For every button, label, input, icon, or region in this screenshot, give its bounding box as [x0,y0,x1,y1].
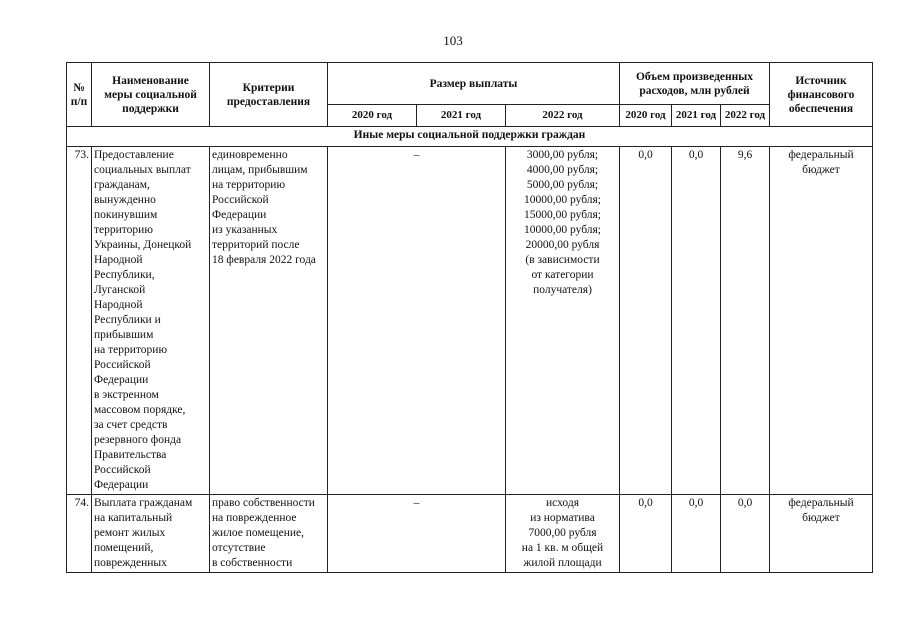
row-volume-2020: 0,0 [620,495,672,573]
header-criteria: Критерии предоставления [210,63,328,127]
row-volume-2020: 0,0 [620,147,672,495]
header-payment: Размер выплаты [328,63,620,105]
row-volume-2022: 9,6 [721,147,770,495]
row-volume-2021: 0,0 [672,147,721,495]
header-year: 2021 год [672,105,721,127]
header-year: 2022 год [506,105,620,127]
page-number: 103 [443,33,463,48]
row-payment-2022: исходя из норматива 7000,00 рубля на 1 кв. м общей жилой площади [506,495,620,573]
row-payment-2020-2021: – [328,147,506,495]
row-volume-2022: 0,0 [721,495,770,573]
header-year: 2020 год [620,105,672,127]
row-source: федеральный бюджет [770,147,873,495]
header-year: 2022 год [721,105,770,127]
row-name: Предоставление социальных выплат гражданам, вынужденно покинувшим территорию Украины, Донецкой Народной Республики, Луганской Народной Республики и прибывшим на территорию Российской Федерации в экстренном массовом порядке, за счет средств резервного фонда Правительства Российской Федерации [92,147,210,495]
row-payment-2022: 3000,00 рубля; 4000,00 рубля; 5000,00 рубля; 10000,00 рубля; 15000,00 рубля; 10000,00 рубля; 20000,00 рубля (в зависимости от категории получателя) [506,147,620,495]
table-row [67,147,873,495]
social-support-table [66,62,873,573]
row-criteria: право собственности на поврежденное жилое помещение, отсутствие в собственности [210,495,328,573]
header-source: Источник финансового обеспечения [770,63,873,127]
row-source: федеральный бюджет [770,495,873,573]
row-num: 73. [67,147,92,495]
header-name: Наименование меры социальной поддержки [92,63,210,127]
header-num: № п/п [67,63,92,127]
section-title: Иные меры социальной поддержки граждан [67,127,873,147]
header-volume: Объем произведенных расходов, млн рублей [620,63,770,105]
row-num: 74. [67,495,92,573]
row-payment-2020-2021: – [328,495,506,573]
row-volume-2021: 0,0 [672,495,721,573]
row-name: Выплата гражданам на капитальный ремонт жилых помещений, поврежденных [92,495,210,573]
table-row [67,495,873,573]
header-year: 2020 год [328,105,417,127]
row-criteria: единовременно лицам, прибывшим на территорию Российской Федерации из указанных территорий после 18 февраля 2022 года [210,147,328,495]
header-year: 2021 год [417,105,506,127]
